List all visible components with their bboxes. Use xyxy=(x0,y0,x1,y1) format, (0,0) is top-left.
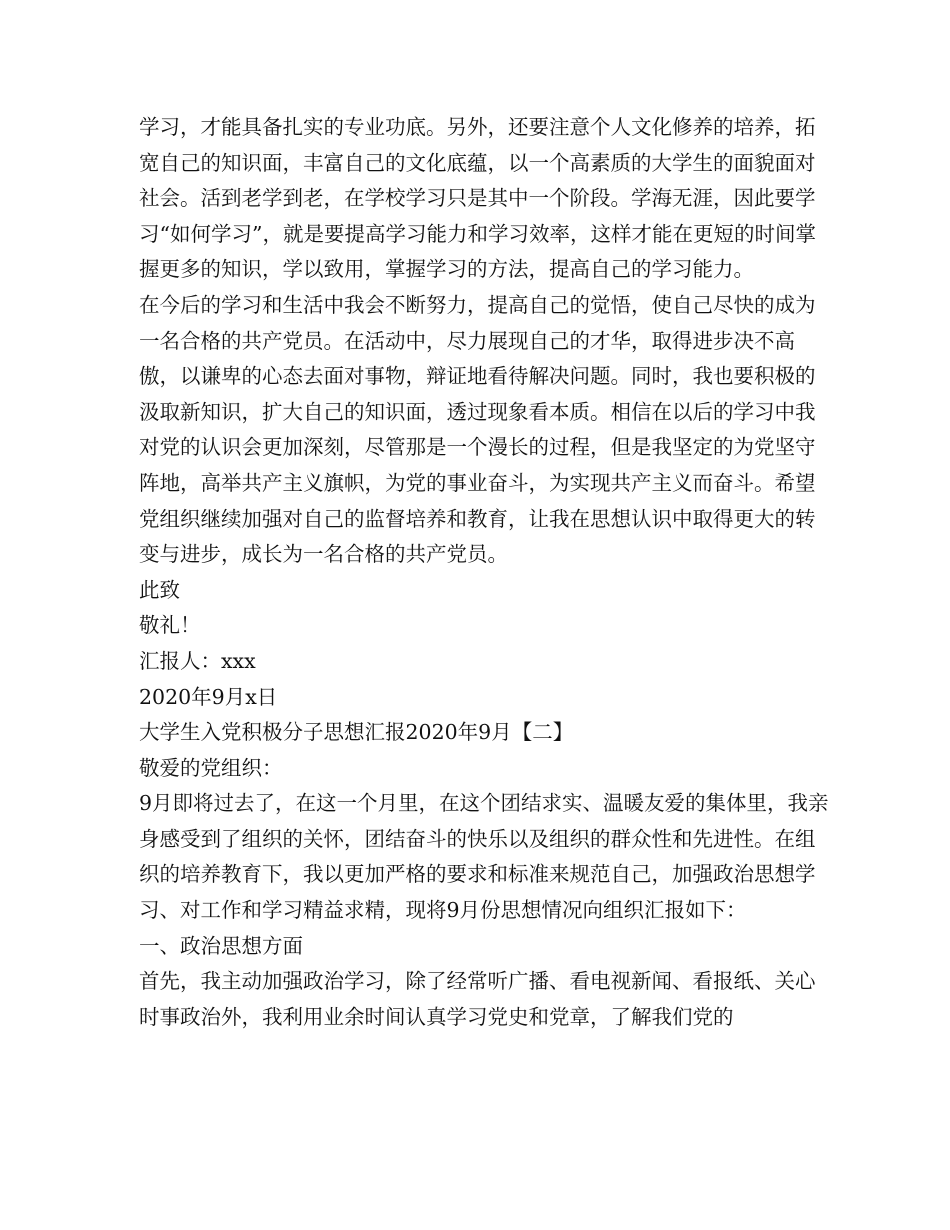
closing-salutation: 此致 xyxy=(139,577,180,602)
greeting: 敬爱的党组织： xyxy=(139,755,283,780)
document-body xyxy=(139,110,829,1035)
section-title: 大学生入党积极分子思想汇报2020年9月【二】 xyxy=(139,720,574,745)
reporter-name: 汇报人：xxx xyxy=(139,648,256,673)
closing-regards: 敬礼！ xyxy=(139,613,201,638)
paragraph-study-skills: 学习，才能具备扎实的专业功底。另外，还要注意个人文化修养的培养，拓宽自己的知识面，丰富自己的文化底蕴，以一个高素质的大学生的面貌面对社会。活到老学到老，在学校学习只是其中一个阶段。学海无涯，因此要学习“如何学习”，就是要提高学习能力和学习效率，这样才能在更短的时间掌握更多的知识，学以致用，掌握学习的方法，提高自己的学习能力。 xyxy=(139,115,816,282)
paragraph-political-study: 首先，我主动加强政治学习，除了经常听广播、看电视新闻、看报纸、关心时事政治外，我利用业余时间认真学习党史和党章，了解我们党的 xyxy=(139,969,816,1029)
heading-political-thought: 一、政治思想方面 xyxy=(139,933,303,958)
report-date: 2020年9月x日 xyxy=(139,684,278,709)
paragraph-intro: 9月即将过去了，在这一个月里，在这个团结求实、温暖友爱的集体里，我亲身感受到了组织的关怀，团结奋斗的快乐以及组织的群众性和先进性。在组织的培养教育下，我以更加严格的要求和标准来规范自己，加强政治思想学习、对工作和学习精益求精，现将9月份思想情况向组织汇报如下： xyxy=(139,791,829,923)
paragraph-future-commitment: 在今后的学习和生活中我会不断努力，提高自己的觉悟，使自己尽快的成为一名合格的共产党员。在活动中，尽力展现自己的才华，取得进步决不高傲，以谦卑的心态去面对事物，辩证地看待解决问题。同时，我也要积极的汲取新知识，扩大自己的知识面，透过现象看本质。相信在以后的学习中我对党的认识会更加深刻，尽管那是一个漫长的过程，但是我坚定的为党坚守阵地，高举共产主义旗帜，为党的事业奋斗，为实现共产主义而奋斗。希望党组织继续加强对自己的监督培养和教育，让我在思想认识中取得更大的转变与进步，成长为一名合格的共产党员。 xyxy=(139,292,816,567)
